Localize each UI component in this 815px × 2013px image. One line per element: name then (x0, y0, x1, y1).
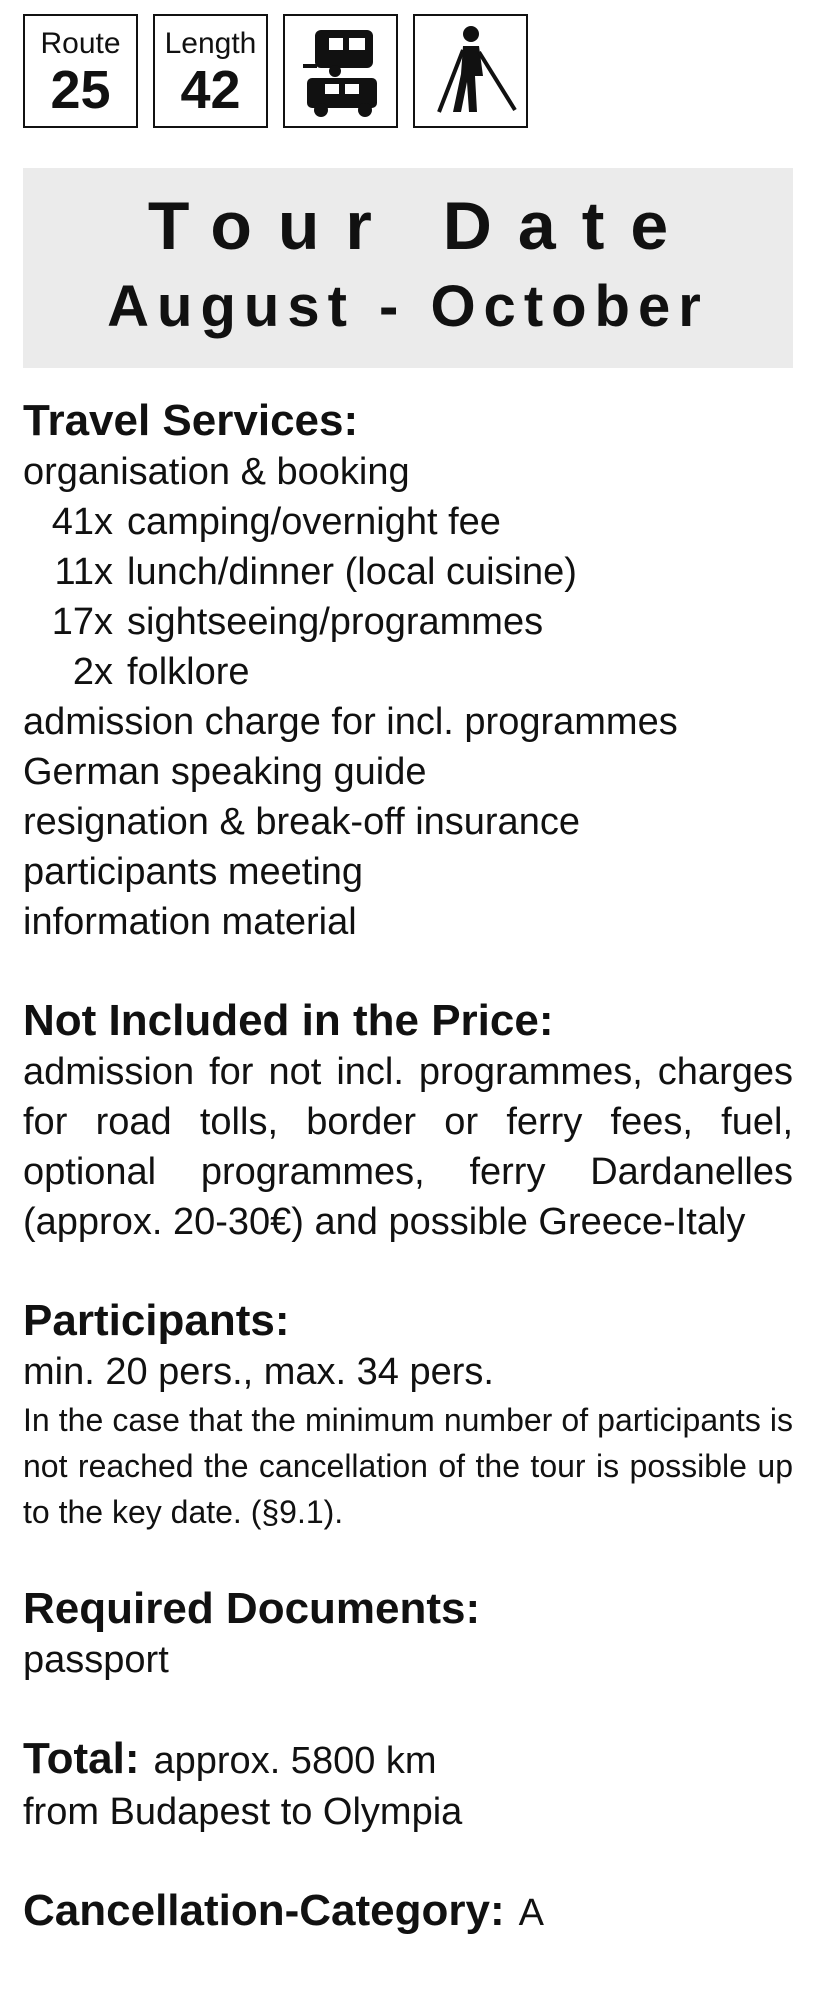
service-item (23, 597, 793, 647)
total-route: from Budapest to Olympia (23, 1791, 463, 1833)
service-extra: information material (23, 901, 357, 943)
total-heading: Total: (23, 1734, 140, 1783)
tour-details (23, 395, 793, 1939)
banner-title: Tour Date (147, 188, 695, 264)
hiking-badge (413, 14, 528, 128)
tour-date-banner (23, 168, 793, 368)
travel-services-intro: organisation & booking (23, 451, 410, 493)
route-number: 25 (50, 60, 111, 120)
total-row (23, 1733, 793, 1787)
length-badge (153, 14, 268, 128)
service-item (23, 647, 793, 697)
length-number: 42 (180, 60, 241, 120)
service-item (23, 497, 793, 547)
cancellation-row (23, 1885, 793, 1939)
service-qty: 11x (54, 551, 113, 593)
cancellation-heading: Cancellation-Category: (23, 1886, 505, 1935)
service-extra: participants meeting (23, 851, 364, 893)
service-text: lunch/dinner (local cuisine) (127, 551, 577, 593)
participants-range: min. 20 pers., max. 34 pers. (23, 1351, 494, 1393)
service-item (23, 547, 793, 597)
not-included-text: admission for not incl. programmes, charges for road tolls, border or ferry fees, fuel, optional programmes, ferry Dardanelles (approx. 20-30€) and possible Greece-Italy (23, 1051, 793, 1243)
cancellation-value: A (518, 1892, 544, 1934)
camper-badge (283, 14, 398, 128)
total-distance: approx. 5800 km (153, 1740, 437, 1782)
camper-caravan-icon (285, 16, 396, 126)
banner-subtitle: August - October (107, 274, 709, 339)
travel-services-heading: Travel Services: (23, 396, 359, 445)
service-text: sightseeing/programmes (127, 601, 544, 643)
route-label: Route (40, 27, 121, 60)
hiker-icon (415, 16, 526, 126)
route-badge (23, 14, 138, 128)
service-qty: 2x (72, 651, 113, 693)
service-extra: resignation & break-off insurance (23, 801, 580, 843)
service-extra: German speaking guide (23, 751, 427, 793)
service-text: camping/overnight fee (127, 501, 501, 543)
service-qty: 41x (51, 501, 113, 543)
participants-heading: Participants: (23, 1296, 290, 1345)
service-qty: 17x (51, 601, 113, 643)
service-text: folklore (127, 651, 250, 693)
documents-heading: Required Documents: (23, 1584, 481, 1633)
participants-note: In the case that the minimum number of participants is not reached the cancellation of the tour is possible up to the key date. (§9.1). (23, 1402, 793, 1530)
documents-value: passport (23, 1639, 169, 1681)
service-extra: admission charge for incl. programmes (23, 701, 678, 743)
not-included-heading: Not Included in the Price: (23, 996, 554, 1045)
length-label: Length (164, 27, 257, 60)
